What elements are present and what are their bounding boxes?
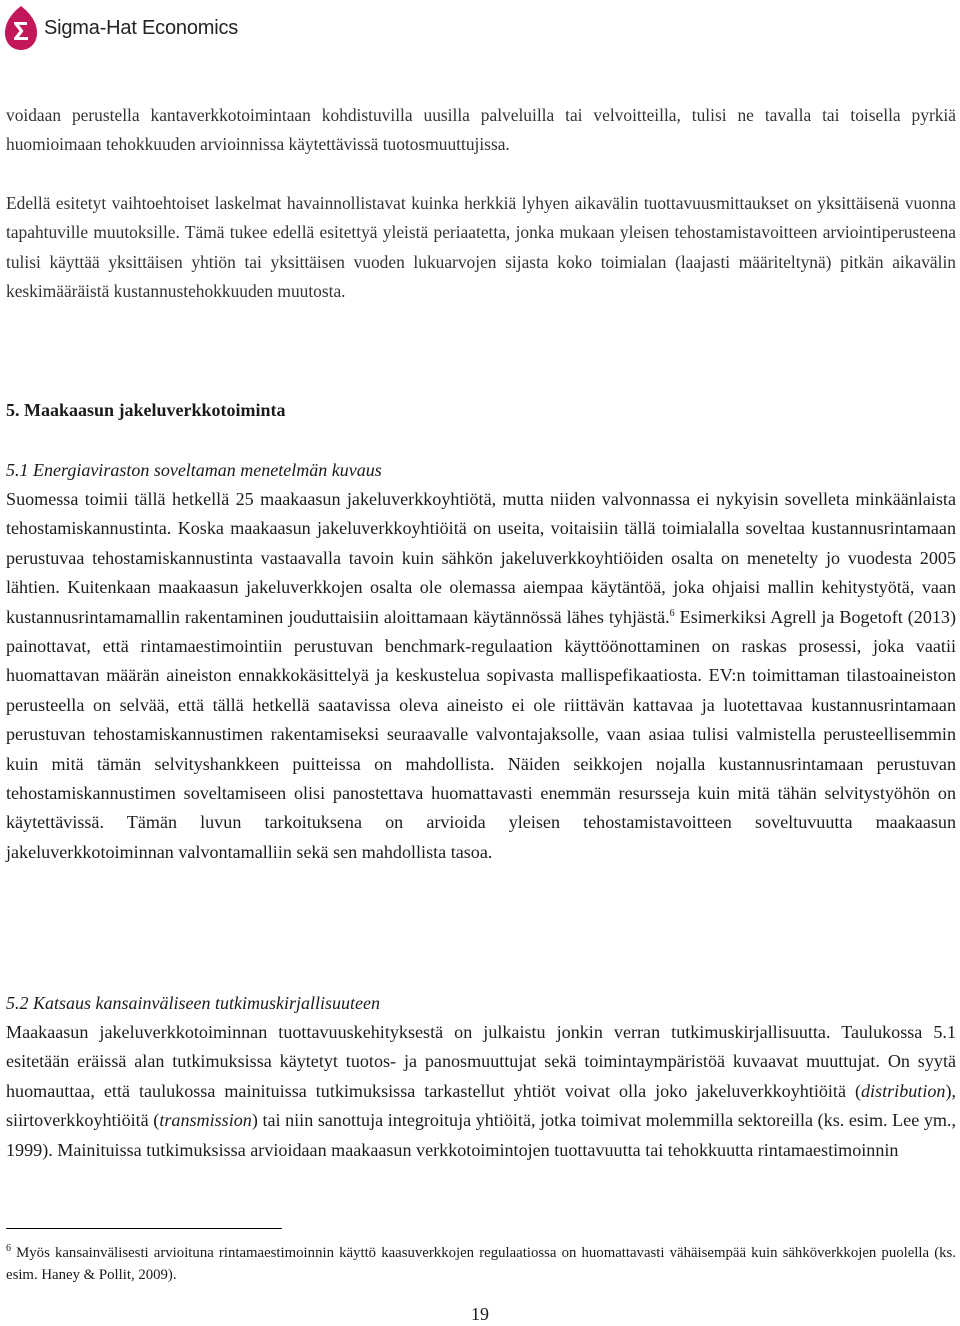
- subsection-heading-1: 5.1 Energiaviraston soveltaman menetelmän kuvaus: [6, 460, 382, 480]
- subsection-heading-2: 5.2 Katsaus kansainväliseen tutkimuskirjallisuuteen: [6, 993, 380, 1013]
- footnote-ref: 6: [669, 607, 675, 619]
- footnote: [6, 1243, 956, 1286]
- brand-name: Sigma-Hat Economics: [44, 16, 239, 39]
- paragraph-1: voidaan perustella kantaverkkotoimintaan kohdistuvilla uusilla palveluilla tai velvoitteilla, tulisi ne tavalla tai toisella pyrkiä huomioimaan tehokkuuden arvioinnissa käytettävissä tuotosmuuttujissa.: [6, 105, 956, 155]
- section-heading: 5. Maakaasun jakeluverkkotoiminta: [6, 400, 286, 420]
- paragraph-4-part-b: ), siirtoverkkoyhtiöitä (: [6, 1080, 956, 1131]
- footnote-separator: [6, 1228, 282, 1229]
- page-number: 19: [471, 1304, 489, 1324]
- paragraph-2: Edellä esitetyt vaihtoehtoiset laskelmat havainnollistavat kuinka herkkiä lyhyen aikavälin tuottavuusmittaukset on yksittäisenä vuonna tapahtuville muutoksille. Tämä tukee edellä esitettyä yleistä periaatetta, jonka mukaan yleisen tehostamistavoitteen arviointiperusteena tulisi käyttää yksittäisen yhtiön tai yksittäisen vuoden lukuarvojen sijasta koko toimialan (laajasti määriteltynä) pitkän aikavälin keskimääräistä kustannustehokkuuden muutosta.: [6, 193, 956, 302]
- paragraph-3-part-a: Suomessa toimii tällä hetkellä 25 maakaasun jakeluverkkoyhtiötä, mutta niiden valvonnassa ei nykyisin sovelleta minkäänlaista tehostamiskannustinta. Koska maakaasun jakeluverkkoyhtiöitä on useita, voitaisiin tällä toimialalla soveltaa kustannusrintamaan perustuvaa tehostamiskannustinta vastaavalla tavoin kuin sähkön jakeluverkkoyhtiöiden osalta on menetelty jo vuodesta 2005 lähtien. Kuitenkaan maakaasun jakeluverkkojen osalta ole olemassa aiempaa käytäntöä, joka ohjaisi mallin kehitystyötä, vaan kustannusrintamamallin rakentaminen jouduttaisiin aloittamaan käytännössä lähes tyhjästä.: [6, 489, 956, 627]
- paragraph-3-part-b: Esimerkiksi Agrell ja Bogetoft (2013) painottavat, että rintamaestimointiin perustuvan benchmark-regulaation käyttöönottaminen on raskas prosessi, joka vaatii huomattavan määrän aineiston ennakkokäsittelyä ja keskustelua sopivasta mallispefikaatiosta. EV:n toimittaman tilastoaineiston perusteella on selvää, että tällä hetkellä saatavissa oleva aineisto ei ole riittävän kattavaa ja luotettavaa kustannusrintamaan perustuvan tehostamiskannustimen rakentamiseksi seuraavalle valvontajaksolle, vaan asiaa tulisi valmistella perusteellisemmin kuin mitä tämän selvityshankkeen puitteissa on mahdollista. Näiden seikkojen nojalla kustannusrintamaan perustuvan tehostamiskannustimen soveltamiseen olisi panostettava huomattavasti enemmän resursseja kuin mitä tähän selvitystyöhön on käytettävissä. Tämän luvun tarkoituksena on arvioida yleisen tehostamistavoitteen soveltuvuutta maakaasun jakeluverkkotoiminnan valvontamalliin sekä sen mahdollista tasoa.: [6, 606, 956, 862]
- paragraph-4-part-c: ) tai niin sanottuja integroituja yhtiöitä, jotka toimivat molemmilla sektoreilla (ks. esim. Lee ym., 1999). Mainituissa tutkimuksissa arvioidaan maakaasun verkkotoimintojen tuottavuutta tai tehokkuutta rintamaestimoinnin: [6, 1110, 956, 1160]
- page-header: [4, 4, 238, 52]
- paragraph-4-term-distribution: distribution: [860, 1080, 946, 1101]
- paragraph-4: [6, 1018, 956, 1165]
- paragraph-4-term-transmission: transmission: [159, 1110, 252, 1131]
- footnote-number: 6: [6, 1243, 11, 1255]
- paragraph-4-part-a: Maakaasun jakeluverkkotoiminnan tuottavuuskehityksestä on julkaistu jonkin verran tutkimuskirjallisuutta. Taulukossa 5.1 esitetään eräissä alan tutkimuksissa käytetyt tuotos- ja panosmuuttujat sekä toimintaympäristöä kuvaavat muuttujat. On syytä huomauttaa, että taulukossa mainituissa tutkimuksissa tarkastellut yhtiöt voivat olla joko jakeluverkkoyhtiöitä (: [6, 1022, 956, 1101]
- paragraph-3: [6, 485, 956, 867]
- footnote-text: Myös kansainvälisesti arvioituna rintamaestimoinnin käyttö kaasuverkkojen regulaatiossa on huomattavasti vähäisempää kuin sähköverkkojen puolella (ks. esim. Haney & Pollit, 2009).: [6, 1245, 956, 1283]
- sigma-hat-logo-icon: [4, 5, 38, 51]
